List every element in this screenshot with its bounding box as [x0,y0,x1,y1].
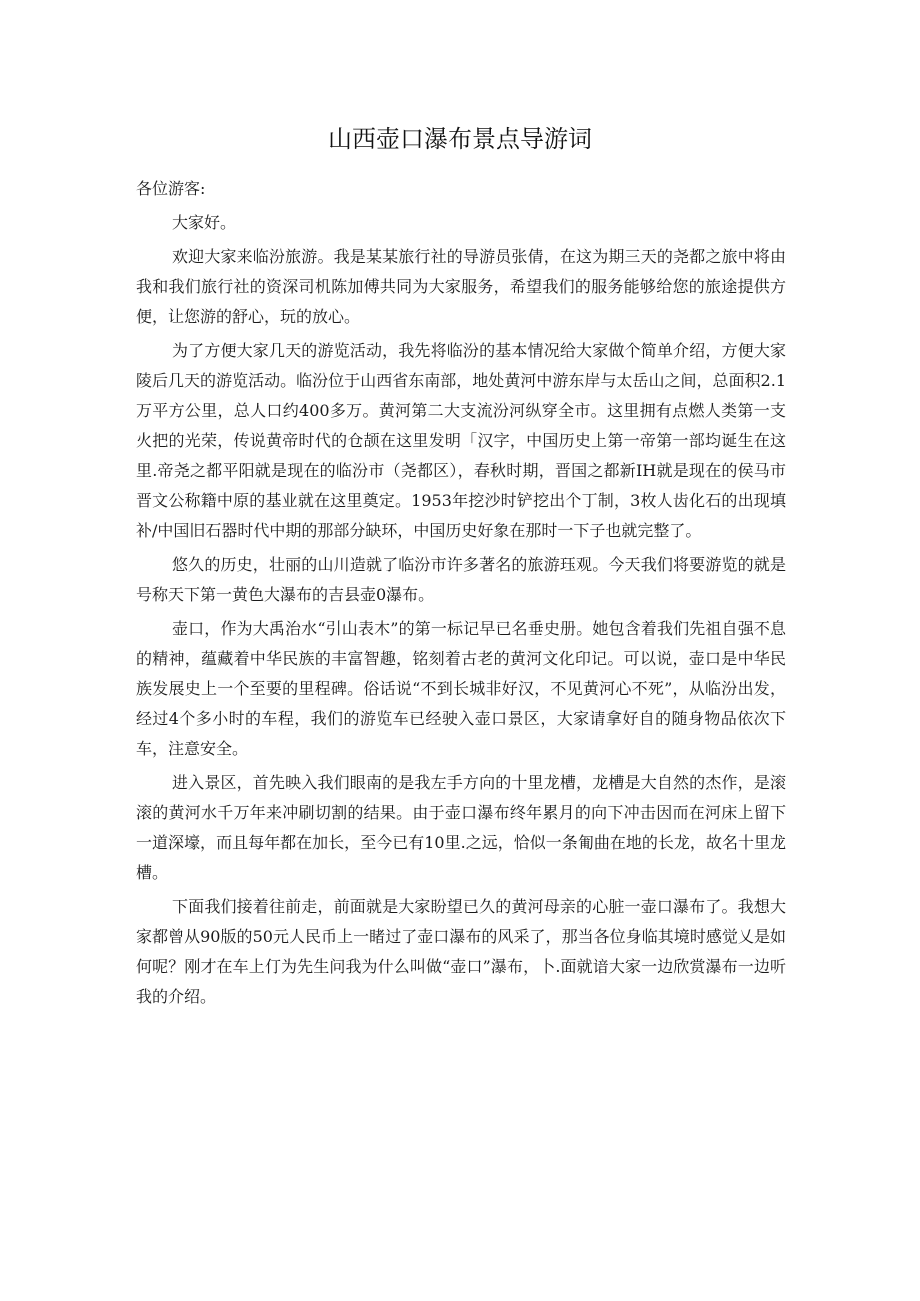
paragraph-hukou: 壶口，作为大禹治水“引山表木”的第一标记早已名垂史册。她包含着我们先祖自强不息的精神，蕴藏着中华民族的丰富智趣，铭刻着古老的黄河文化印记。可以说，壶口是中华民族发展史上一个至要的里程碑。俗话说“不到长城非好汉，不见黄河心不死”，从临汾出发，经过4个多小时的车程，我们的游览车已经驶入壶口景区，大家请拿好自的随身物品依次下车，注意安全。 [136,619,786,758]
paragraph-welcome: 欢迎大家来临汾旅游。我是某某旅行社的导游员张倩，在这为期三天的尧都之旅中将由我和我们旅行社的资深司机陈加傅共同为大家服务，希望我们的服务能够给您的旅途提供方便，让您游的舒心，玩的放心。 [136,247,786,326]
document-title: 山西壶口瀑布景点导游词 [328,125,592,153]
paragraph-dragon-trough: 进入景区，首先映入我们眼南的是我左手方向的十里龙槽，龙槽是大自然的杰作，是滚滚的黄河水千万年来冲刷切割的结果。由于壶口瀑布终年累月的向下冲击因而在河床上留下一道深壕，而且每年都在加长，至今已有10里.之远，恰似一条匍曲在地的长龙，故名十里龙槽。 [136,773,786,882]
document-body [136,174,786,1016]
paragraph-greeting: 大家好。 [172,213,237,232]
salutation: 各位游客: [136,179,206,198]
paragraph-history: 悠久的历史，壮丽的山川造就了临汾市许多著名的旅游珏观。今天我们将要游览的就是号称天下第一黄色大瀑布的吉县壶0瀑布。 [136,555,786,604]
paragraph-waterfall: 下面我们接着往前走，前面就是大家盼望已久的黄河母亲的心脏一壶口瀑布了。我想大家都曾从90版的50元人民币上一睹过了壶口瀑布的风采了，那当各位身临其境时感觉乂是如何呢？刚才在车上仃为先生问我为什么叫做“壶口”瀑布，卜.面就谙大家一边欣赏瀑布一边听我的介绍。 [136,897,786,1006]
paragraph-linfen-intro: 为了方便大家几天的游览活动，我先将临汾的基本情况给大家做个简单介绍，方便大家陵后几天的游览活动。临汾位于山西省东南部，地处黄河中游东岸与太岳山之间，总面积2.1万平方公里，总人口约400多万。黄河第二大支流汾河纵穿全市。这里拥有点燃人类第一支火把的光荣，传说黄帝时代的仓颉在这里发明「汉字，中国历史上第一帝第一部均诞生在这里.帝尧之都平阳就是现在的临汾市（尧都区），春秋时期，晋国之都新IH就是现在的侯马市晋文公称籍中原的基业就在这里奠定。1953年挖沙时铲挖出个丁制，3枚人齿化石的出现填补/中国旧石器时代中期的那部分缺环，中国历史好象在那时一下子也就完整了。 [136,341,786,540]
